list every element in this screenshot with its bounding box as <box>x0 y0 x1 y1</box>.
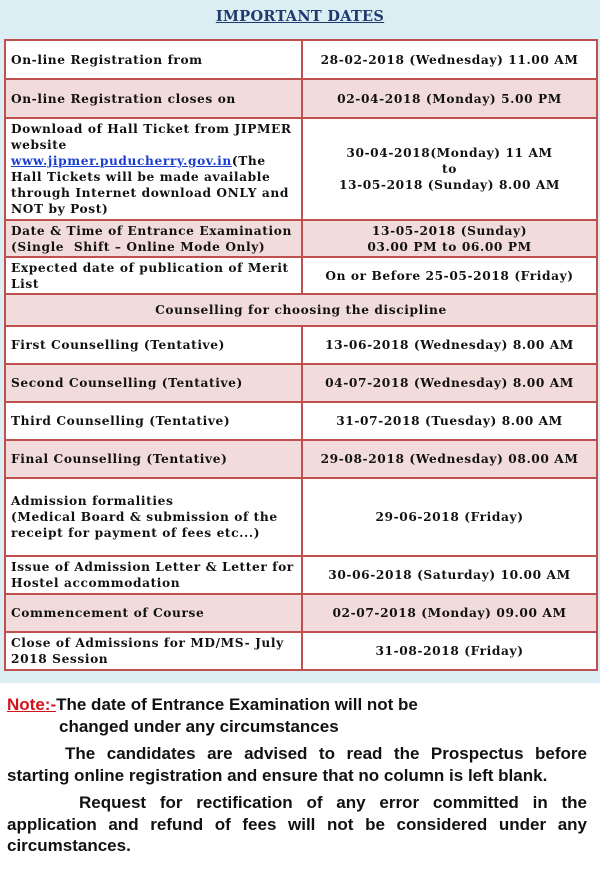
value-line: 13-05-2018 (Sunday) <box>371 223 528 238</box>
row-label: Expected date of publication of Merit List <box>5 257 302 294</box>
note-line: changed under any circumstances <box>59 716 339 736</box>
note-paragraph: The candidates are advised to read the Prospectus before starting online registration and ensure that no column is left blank. <box>7 744 587 785</box>
important-dates-table <box>4 39 598 671</box>
table-row <box>5 220 597 257</box>
table-row <box>5 326 597 364</box>
table-row <box>5 402 597 440</box>
table-row <box>5 594 597 632</box>
row-label: Second Counselling (Tentative) <box>5 364 302 402</box>
row-label <box>5 220 302 257</box>
table-row <box>5 364 597 402</box>
row-label: Close of Admissions for MD/MS- July 2018 Session <box>5 632 302 670</box>
section-header-row <box>5 294 597 326</box>
row-value: 29-08-2018 (Wednesday) 08.00 AM <box>302 440 597 478</box>
row-value <box>302 118 597 220</box>
row-label: Final Counselling (Tentative) <box>5 440 302 478</box>
value-line: 13-05-2018 (Sunday) 8.00 AM <box>338 178 561 192</box>
label-line: (Medical Board & submission of the receipt for payment of fees etc...) <box>11 510 278 540</box>
value-line: 30-04-2018(Monday) 11 AM <box>346 146 553 160</box>
row-value <box>302 220 597 257</box>
row-value: 04-07-2018 (Wednesday) 8.00 AM <box>302 364 597 402</box>
note-section <box>7 694 587 857</box>
note-label: Note:- <box>7 695 57 714</box>
row-value: 30-06-2018 (Saturday) 10.00 AM <box>302 556 597 594</box>
row-label <box>5 478 302 556</box>
row-value: 29-06-2018 (Friday) <box>302 478 597 556</box>
table-row <box>5 632 597 670</box>
note-paragraph: Request for rectification of any error committed in the application and refund of fees will not be considered under any circumstances. <box>7 793 587 855</box>
table-row <box>5 79 597 118</box>
table-row <box>5 440 597 478</box>
table-row <box>5 257 597 294</box>
section-header: Counselling for choosing the discipline <box>5 294 597 326</box>
label-line: Date & Time of Entrance Examination <box>11 223 292 238</box>
label-line: Admission formalities <box>11 494 174 508</box>
row-value: 13-06-2018 (Wednesday) 8.00 AM <box>302 326 597 364</box>
row-value: On or Before 25-05-2018 (Friday) <box>302 257 597 294</box>
jipmer-website-link[interactable]: www.jipmer.puducherry.gov.in <box>11 154 232 168</box>
table-row <box>5 556 597 594</box>
hall-ticket-note: (The Hall Tickets will be made available through Internet download ONLY and NOT by Post) <box>11 154 289 216</box>
row-label: Issue of Admission Letter & Letter for Hostel accommodation <box>5 556 302 594</box>
value-line: 03.00 PM to 06.00 PM <box>367 239 532 254</box>
row-label <box>5 118 302 220</box>
row-label: Third Counselling (Tentative) <box>5 402 302 440</box>
row-value: 31-07-2018 (Tuesday) 8.00 AM <box>302 402 597 440</box>
row-value: 31-08-2018 (Friday) <box>302 632 597 670</box>
value-line: to <box>442 162 457 176</box>
row-value: 28-02-2018 (Wednesday) 11.00 AM <box>302 40 597 79</box>
row-label: Commencement of Course <box>5 594 302 632</box>
row-label: First Counselling (Tentative) <box>5 326 302 364</box>
row-value: 02-04-2018 (Monday) 5.00 PM <box>302 79 597 118</box>
row-label: On-line Registration from <box>5 40 302 79</box>
label-line: (Single Shift – Online Mode Only) <box>11 239 266 254</box>
hall-ticket-text: Download of Hall Ticket from JIPMER website <box>11 122 292 152</box>
page-title: IMPORTANT DATES <box>215 8 385 25</box>
note-text: The date of Entrance Examination will not be <box>56 695 418 714</box>
note-line <box>7 694 587 716</box>
table-row <box>5 478 597 556</box>
row-value: 02-07-2018 (Monday) 09.00 AM <box>302 594 597 632</box>
table-row <box>5 118 597 220</box>
table-row <box>5 40 597 79</box>
row-label: On-line Registration closes on <box>5 79 302 118</box>
